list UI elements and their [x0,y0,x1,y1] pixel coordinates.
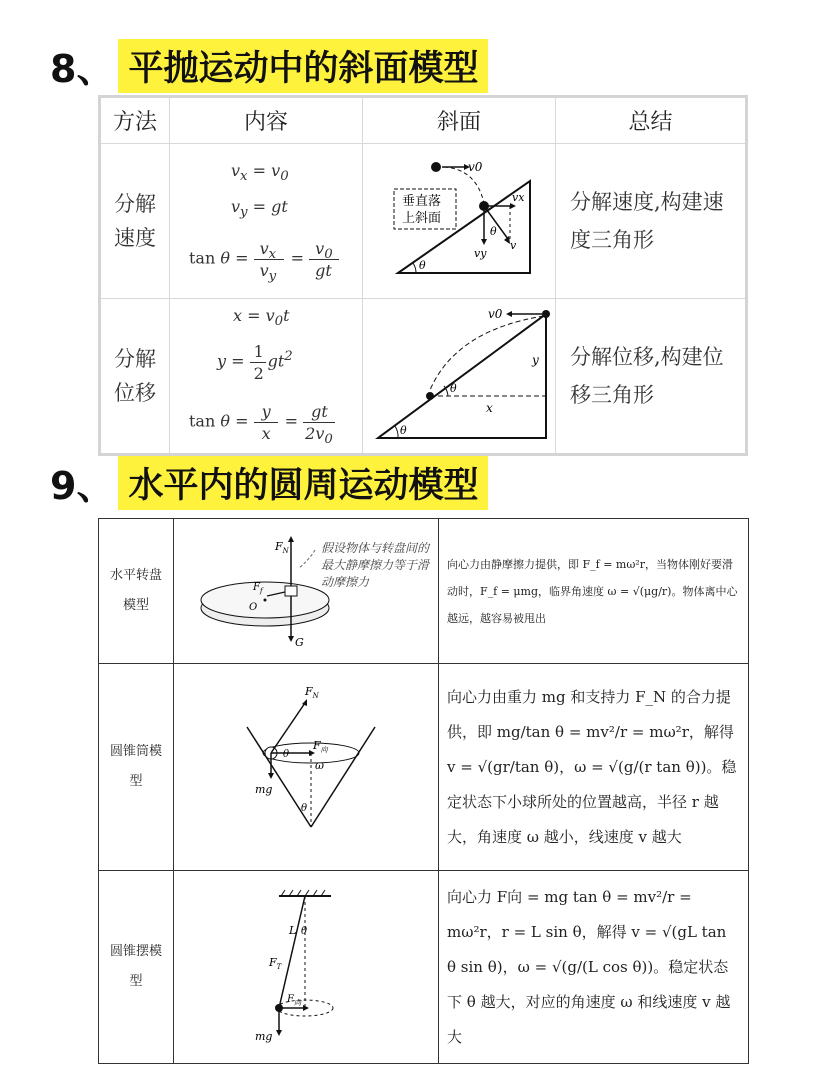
table-row [100,299,747,455]
v0-label: v0 [488,307,503,321]
model-name-cell [99,871,174,1064]
formula-vx: $v_x = v_0$ [231,161,289,185]
table-row [99,871,749,1064]
method-cell [100,144,170,299]
method-cell [100,299,170,455]
description-text: 向心力 F向 = mg tan θ = mv²/r = mω²r，r = L sin θ，解得 v = √(gL tan θ sin θ)，ω = √(g/(L cos θ))。稳定状态下 θ 越大，对应的角速度 ω 和线速度 v 越大 [447,887,731,1046]
figure-cell [174,664,439,871]
y-label: y [532,353,539,367]
description-text: 向心力由重力 mg 和支持力 F_N 的合力提供，即 mg/tan θ = mv²/r = mω²r，解得 v = √(gr/tan θ)，ω = √(g/(r tan θ))。稳定状态下小球所处的位置越高，半径 r 越大，角速度 ω 越小，线速度 v 越大 [447,687,737,846]
section-number: 8、 [50,47,115,91]
section-9-heading [50,455,488,510]
slope-figure-cell [363,144,556,299]
table-row [99,519,749,664]
description-text: 向心力由静摩擦力提供，即 F_f = mω²r，当物体刚好要滑动时，F_f = μmg，临界角速度 ω = √(μg/r)。物体离中心越远，越容易被甩出 [447,557,738,625]
formula-cell [170,144,363,299]
note-line-1: 垂直落 [402,194,442,209]
summary-text: 分解位移,构建位移三角形 [570,345,724,407]
mg-label: mg [255,783,273,796]
theta-label: θ [301,926,308,937]
section-title: 平抛运动中的斜面模型 [118,39,488,93]
model-name: 水平转盘模型 [110,568,163,613]
header-summary: 总结 [556,97,747,144]
method-label: 分解速度 [114,192,156,250]
Ff-label: $F_f$ [253,582,263,595]
vy-label: vy [474,247,487,260]
section-title: 水平内的圆周运动模型 [118,456,488,510]
model-name-cell [99,519,174,664]
slope-angle-label: θ [419,259,426,272]
slope-figure-cell [363,299,556,455]
F-label: $F_向$ [287,994,301,1007]
x-label: x [486,401,493,415]
summary-cell [556,144,747,299]
mg-label: mg [255,1030,273,1043]
note-line-2: 上斜面 [402,211,442,226]
vx-label: vx [512,191,525,204]
omega-label: ω [315,759,324,772]
circular-motion-table [98,518,749,1064]
formula-tan-disp: tan θ = $\frac{y}{x}$ = $\frac{gt}{2v_0}$ [189,402,337,442]
table-row [99,664,749,871]
conical-pendulum-diagram [175,872,437,1058]
table-header-row [100,97,747,144]
figure-cell [174,871,439,1064]
description-cell [439,519,749,664]
cone-diagram [175,665,437,865]
turntable-diagram [175,520,437,658]
slope-angle-label: θ [400,424,407,437]
table-row [100,144,747,299]
O-label: O [249,602,258,613]
section-number: 9、 [50,464,115,508]
summary-cell [556,299,747,455]
displacement-slope-diagram [364,300,554,448]
displacement-formulas [171,302,361,450]
figure-cell [174,519,439,664]
model-name-cell [99,664,174,871]
formula-x: $x = v_0t$ [233,306,290,330]
apex-theta-label: θ [301,803,308,814]
formula-cell [170,299,363,455]
velocity-formulas [171,147,361,295]
assumption-note: 假设物体与转盘间的最大静摩擦力等于滑动摩擦力 [321,541,430,589]
FN-label: $F_N$ [275,540,289,555]
slope-model-table [98,95,748,456]
theta-label: θ [450,382,457,395]
model-name: 圆锥摆模型 [110,944,163,989]
header-method: 方法 [100,97,170,144]
header-content: 内容 [170,97,363,144]
G-label: G [295,636,304,649]
method-label: 分解位移 [114,347,156,405]
description-cell [439,664,749,871]
formula-vy: $v_y$ = gt [231,197,288,221]
FT-label: $F_T$ [269,956,282,971]
theta-label: θ [490,225,497,238]
description-cell [439,871,749,1064]
summary-text: 分解速度,构建速度三角形 [570,190,724,252]
FN-label: $F_N$ [305,685,319,700]
F-label: $F_向$ [313,739,328,754]
formula-y: y = $\frac{1}{2}$ $gt^2$ [217,342,293,383]
theta-label: θ [283,749,290,760]
velocity-slope-diagram [364,145,554,293]
section-8-heading [50,38,488,93]
v-label: v [510,239,517,252]
model-name: 圆锥筒模型 [110,744,163,789]
header-slope: 斜面 [363,97,556,144]
L-label: L [289,924,297,937]
formula-tan: tan θ = $\frac{v_x}{v_y}$ = $\frac{v_0}{gt}$ [189,239,341,279]
v0-label: v0 [468,160,483,174]
